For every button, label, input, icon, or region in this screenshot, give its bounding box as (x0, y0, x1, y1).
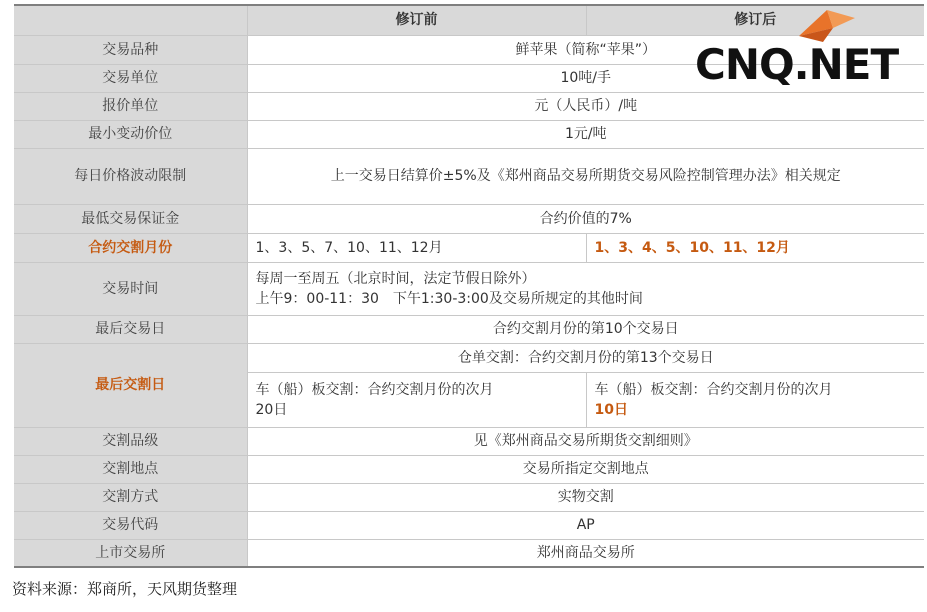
row-label: 每日价格波动限制 (14, 148, 247, 204)
row-value: 合约价值的7% (247, 204, 924, 233)
board-delivery-after (586, 372, 924, 427)
board-delivery-before (247, 372, 586, 427)
row-label: 交易品种 (14, 35, 247, 64)
board-delivery-before-line1: 车（船）板交割：合约交割月份的次月 (255, 381, 494, 398)
board-delivery-after-line1: 车（船）板交割：合约交割月份的次月 (594, 381, 833, 398)
row-value: 见《郑州商品交易所期货交割细则》 (247, 427, 924, 455)
row-value: 元（人民币）/吨 (247, 92, 924, 120)
trading-hours (247, 262, 924, 315)
row-value: 1元/吨 (247, 120, 924, 148)
row-value: AP (247, 511, 924, 539)
row-label: 交易单位 (14, 64, 247, 92)
row-label: 交割品级 (14, 427, 247, 455)
row-label-highlight: 最后交割日 (14, 343, 247, 427)
table-row (14, 511, 924, 539)
months-before: 1、3、5、7、10、11、12月 (247, 233, 586, 262)
row-value: 交易所指定交割地点 (247, 455, 924, 483)
table-row (14, 120, 924, 148)
source-note: 资料来源：郑商所，天风期货整理 (12, 580, 238, 598)
header-corner (14, 5, 247, 35)
table-row (14, 233, 924, 262)
table-row (14, 455, 924, 483)
row-label: 最后交易日 (14, 315, 247, 343)
row-label-highlight: 合约交割月份 (14, 233, 247, 262)
trading-hours-line1: 每周一至周五（北京时间，法定节假日除外） (255, 270, 536, 287)
row-value: 上一交易日结算价±5%及《郑州商品交易所期货交易风险控制管理办法》相关规定 (247, 148, 924, 204)
row-label: 最低交易保证金 (14, 204, 247, 233)
table-row (14, 315, 924, 343)
row-label: 交易代码 (14, 511, 247, 539)
row-value: 鲜苹果（简称“苹果”） (247, 35, 924, 64)
header-after: 修订后 (586, 5, 924, 35)
board-delivery-after-line2: 10日 (594, 401, 628, 418)
row-value: 合约交割月份的第10个交易日 (247, 315, 924, 343)
row-label: 上市交易所 (14, 539, 247, 567)
row-label: 最小变动价位 (14, 120, 247, 148)
row-value: 实物交割 (247, 483, 924, 511)
row-value: 10吨/手 (247, 64, 924, 92)
table-row (14, 539, 924, 567)
board-delivery-before-line2: 20日 (255, 401, 288, 418)
header-before: 修订前 (247, 5, 586, 35)
trading-hours-line2: 上午9：00-11：30 下午1:30-3:00及交易所规定的其他时间 (255, 290, 643, 307)
row-value: 郑州商品交易所 (247, 539, 924, 567)
warehouse-delivery: 仓单交割：合约交割月份的第13个交易日 (247, 343, 924, 372)
table-row (14, 483, 924, 511)
watermark-text: CNQ.NET (695, 40, 899, 89)
table-row (14, 343, 924, 372)
row-label: 交易时间 (14, 262, 247, 315)
months-after: 1、3、4、5、10、11、12月 (586, 233, 924, 262)
watermark-logo (693, 6, 927, 100)
table-row (14, 262, 924, 315)
row-label: 交割地点 (14, 455, 247, 483)
row-label: 交割方式 (14, 483, 247, 511)
table-row (14, 204, 924, 233)
table-row (14, 427, 924, 455)
row-label: 报价单位 (14, 92, 247, 120)
table-row (14, 148, 924, 204)
